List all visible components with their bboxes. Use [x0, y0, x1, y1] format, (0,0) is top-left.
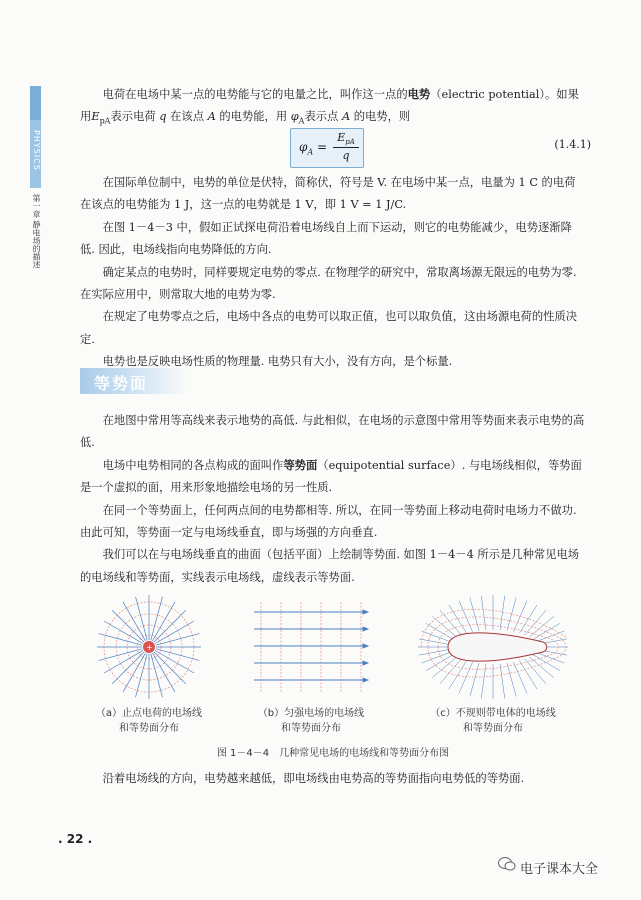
paragraph: 电势也是反映电场性质的物理量. 电势只有大小，没有方向，是个标量. — [102, 355, 453, 369]
paras-section1 — [80, 172, 586, 374]
field-line — [470, 663, 479, 696]
field-line — [440, 659, 461, 684]
sidebar-series-label: PHYSICS — [32, 130, 41, 171]
paragraph: 电场中电势相同的各点构成的面叫作等势面（equipotential surface）. 与电场线相似，等势面是一个虚拟的面，用来形象地描绘电场的另一性质. — [80, 458, 582, 495]
point-charge-field-figure — [84, 592, 214, 702]
field-line — [470, 598, 479, 631]
field-line — [507, 598, 516, 631]
field-line — [112, 652, 144, 684]
field-line — [529, 657, 553, 678]
field-line — [154, 610, 186, 642]
field-line — [525, 659, 546, 684]
field-line — [513, 662, 527, 693]
field-line — [533, 655, 560, 671]
field-line — [500, 664, 505, 699]
field-line — [440, 610, 461, 635]
charged-body-shape — [448, 633, 547, 661]
paragraph: 在国际单位制中，电势的单位是伏特，简称伏，符号是 V. 在电场中某一点，电量为 1 C 的电荷在该点的电势能为 1 J，这一点的电势就是 1 V，即 1 V = 1 J/C. — [80, 176, 576, 212]
field-line — [500, 596, 505, 631]
field-line — [449, 605, 467, 633]
para-definition: 电荷在电场中某一点的电势能与它的电量之比，叫作这一点的电势（electric potential）。如果用$E_{pA}$表示电荷 q 在该点 A 的电势能，用 $\varphi_A$表示点 A 的电势，则 — [80, 88, 579, 126]
formula-number: (1.4.1) — [554, 138, 591, 151]
field-line — [529, 616, 553, 637]
caption-a: （a）止点电荷的电场线 和等势面分布 — [95, 708, 203, 734]
figure-caption: 图 1－4－4 几种常见电场的电场线和等势面分布图 — [216, 748, 450, 759]
formula-lhs: $\varphi_A$ = — [299, 140, 328, 157]
paragraph: 在规定了电势零点之后，电场中各点的电势可以取正值，也可以取负值，这由场源电荷的性质决定. — [80, 310, 578, 346]
paragraph: 在同一个等势面上，任何两点间的电势都相等. 所以，在同一等势面上移动电荷时电场力不做功. 由此可知，等势面一定与电场线垂直，即与场强的方向垂直. — [80, 503, 577, 540]
section-heading: 等势面 — [80, 368, 188, 394]
page-number: . 22 . — [58, 832, 93, 846]
field-line — [154, 652, 186, 684]
irregular-body-field-figure — [418, 592, 568, 702]
svg-text:+: + — [146, 643, 153, 652]
caption-c: （c）不规则带电体的电场线 和等势面分布 — [430, 708, 556, 734]
field-line — [432, 657, 456, 678]
formula-box — [290, 128, 364, 168]
chat-bubble-icon — [498, 856, 516, 872]
field-line — [112, 610, 144, 642]
paras-section2 — [80, 410, 586, 589]
paragraph: 在地图中常用等高线来表示地势的高低. 与此相似，在电场的示意图中常用等势面来表示电势的高低. — [80, 414, 585, 450]
field-line — [519, 605, 537, 633]
caption-b: （b）匀强电场的电场线 和等势面分布 — [257, 708, 365, 734]
uniform-field-figure — [246, 592, 376, 702]
field-line — [525, 610, 546, 635]
field-line — [459, 601, 473, 632]
field-line — [459, 662, 473, 693]
field-line — [507, 663, 516, 696]
paragraph: 在图 1－4－3 中，假如正试探电荷沿着电场线自上而下运动，则它的电势能减少，电势逐渐降低. 因此，电场线指向电势降低的方向. — [80, 220, 572, 257]
formula-fraction: $E_{pA}$ q — [333, 131, 359, 162]
watermark-text: 电子课本大全 — [520, 862, 599, 877]
field-line — [519, 661, 537, 689]
sidebar-chapter-label: 第一章 静电场的描述 — [32, 194, 41, 269]
para-last: 沿着电场线的方向，电势越来越低，即电场线由电势高的等势面指向电势低的等势面. — [102, 772, 525, 785]
paragraph: 我们可以在与电场线垂直的曲面（包括平面）上绘制等势面. 如图 1－4－4 所示是几种常见电场的电场线和等势面，实线表示电场线，虚线表示等势面. — [80, 548, 580, 584]
paragraph: 确定某点的电势时，同样要规定电势的零点. 在物理学的研究中，常取离场源无限远的电势为零. 在实际应用中，则常取大地的电势为零. — [80, 265, 577, 302]
